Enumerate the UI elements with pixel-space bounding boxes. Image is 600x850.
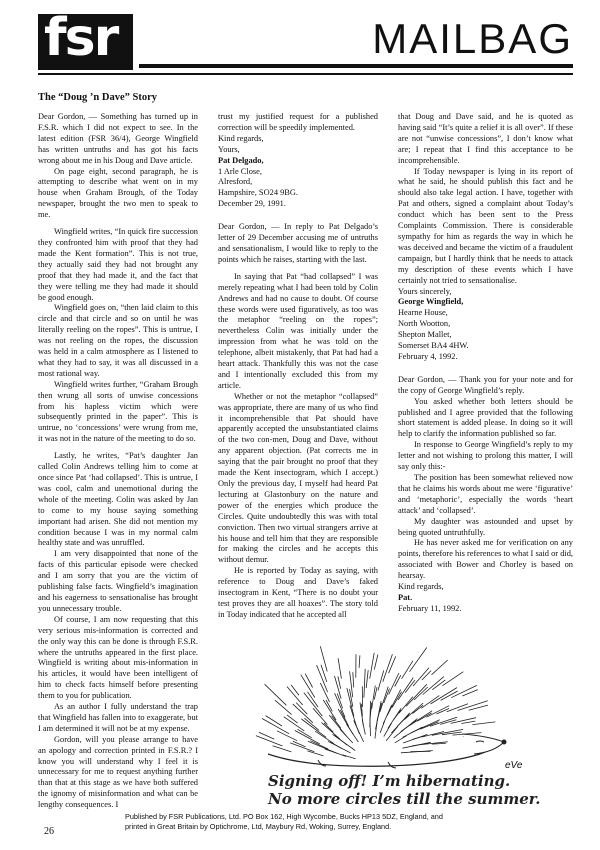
spine	[338, 658, 341, 679]
hedgehog-cartoon	[248, 642, 508, 770]
spine	[287, 715, 298, 723]
spine	[304, 693, 323, 717]
spine	[398, 715, 410, 726]
paragraph: Wingfield writes further, “Graham Brough then wrung all sorts of unwise concessions from his hapless victim which were subsequently printed in the paper”. This is untrue, no ‘concessions’ were wrung from me, it was not in the nature of the meeting to do so.	[38, 379, 198, 444]
page-number: 26	[44, 826, 54, 837]
spine	[338, 676, 341, 688]
spine	[324, 723, 333, 732]
address-line: Shepton Mallet,	[398, 330, 452, 340]
spine	[359, 655, 360, 668]
spine	[462, 690, 478, 696]
paragraph: He is reported by Today as saying, with reference to Doug and Dave’s faked insectogram in Kent, “There is no doubt your test proves they are all hoaxes”. The story told in Today indicated that he accepted all	[218, 566, 378, 619]
fsr-logo	[38, 8, 133, 70]
signature-name: George Wingfield,	[398, 297, 464, 307]
footer-line-1: Published by FSR Publications, Ltd. PO Box 162, High Wycombe, Bucks HP13 5DZ, England, and	[125, 812, 443, 821]
paragraph: The position has been somewhat relieved now that he claims his words about me were ‘figurative’ and ‘metaphoric’, especially the words ‘heart attack’ and ‘collapsed’.	[398, 473, 573, 515]
caption-line-2: No more circles till the summer.	[268, 790, 541, 808]
column-3	[398, 112, 573, 615]
masthead-underline	[38, 73, 573, 75]
closing: Yours sincerely,	[398, 286, 452, 296]
spine	[420, 722, 438, 729]
masthead-rule	[139, 64, 573, 68]
column-1	[38, 112, 198, 811]
spine	[342, 755, 355, 759]
closing: Kind regards,	[398, 582, 444, 592]
address-line: Hampshire, SO24 9BG.	[218, 188, 299, 198]
paragraph: On page eight, second paragraph, he is attempting to describe what went on in my house when Graham Brough, of the Today newspaper, brought the two men to speak to me.	[38, 166, 198, 220]
spine	[323, 700, 336, 720]
masthead	[38, 8, 573, 74]
spine	[393, 710, 401, 721]
paragraph: that Doug and Dave said, and he is quoted as having said “It’s quite a relief it is all over”. If these are not “unwise concessions”, I don’t know what are; I repeat that I find this acceptance to be incomprehensible.	[398, 112, 573, 165]
spine	[395, 736, 407, 743]
paragraph: Lastly, he writes, “Pat’s daughter Jan called Colin Andrews telling him to come at once since Pat ‘had collapsed’. This is untrue, I was cool, calm and unemotional during the whole of the meeting. Colin was asked by Jan to come to my house saying something important had arisen. She did not mention my condition because I was in my normal calm healthy state and was unruffled.	[38, 451, 198, 548]
paragraph: Dear Gordon, — Something has turned up in F.S.R. which I did not expect to see. In the latest edition (FSR 36/4), George Wingfield has written untruths and has got his facts wrong about me in his Doug and Dave article.	[38, 112, 198, 165]
letter-date: February 11, 1992.	[398, 603, 462, 613]
spine	[353, 672, 354, 687]
address-line: North Wootton,	[398, 319, 451, 329]
spine	[265, 684, 287, 705]
spine	[410, 648, 427, 672]
spine	[374, 655, 378, 670]
address-line: 1 Arle Close,	[218, 166, 262, 176]
paragraph: Gordon, will you please arrange to have an apology and correction printed in F.S.R.? I know you will understand why I feel it is unnecessary for me to request anything further than that at this stage as we have both suffered the ignomy of misinformation and what can be lengthy consequences. I	[38, 734, 198, 810]
spine	[332, 716, 341, 729]
spine	[315, 731, 334, 743]
spine	[295, 731, 320, 744]
paragraph: If Today newspaper is lying in its report of what he said, he should publish this fact and he should also take legal action. I have, together with Pat and others, signed a complaint about Today’s conduct which has been sent to the Press Complaints Commission. There is considerable sympathy for him as regards the way in which he was deceived and became the victim of a fraudulent campaign, but I hardly think that he needs to attack my description of these events which I have certainly not tried to sensationalise.	[398, 166, 573, 285]
spine	[427, 706, 450, 718]
spine	[266, 716, 282, 726]
spine	[364, 669, 365, 698]
paragraph: In response to George Wingfield’s reply to my letter and not wishing to prolong this matter, I will say only this:-	[398, 440, 573, 472]
spine	[310, 741, 328, 749]
caption-line-1: Signing off! I’m hibernating.	[268, 772, 511, 790]
spine	[273, 746, 292, 752]
paragraph: Dear Gordon, — Thank you for your note and for the copy of George Wingfield’s reply.	[398, 374, 573, 395]
spine	[320, 646, 327, 671]
paragraph: I am very disappointed that none of the facts of this particular episode were checked and I am sorry that you are the victim of publishing false facts. Wingfield’s imagination and his eagerness to sensationalise has brought you unnecessary trouble.	[38, 549, 198, 613]
spine	[290, 743, 314, 752]
spine	[350, 705, 356, 725]
letter-date: December 29, 1991.	[218, 199, 286, 209]
spine	[338, 709, 353, 734]
spine	[291, 685, 299, 695]
paragraph: Dear Gordon, — In reply to Pat Delgado’s letter of 29 December accusing me of untruths and sensationalism, I would like to reply to the points which he raises, starting with the last.	[218, 222, 378, 264]
spine	[377, 703, 382, 721]
cartoon-caption	[268, 772, 578, 808]
column-2	[218, 112, 378, 621]
spine	[335, 693, 346, 717]
signature-name: Pat.	[398, 592, 413, 602]
spine	[262, 719, 289, 734]
address-line: Hearne House,	[398, 308, 448, 318]
spine	[447, 704, 468, 712]
paragraph: Whether or not the metaphor “collapsed” was appropriate, there are many of us who find it incomprehensible that Pat should have apparently accepted the unsubstantiated claims of the two con-men, Doug and Dave, without any apparent objection. (Pat corrects me in saying that the pair brought no proof that they made the Kent insectogram, which I accept.) Only the previous day, I myself had heard Pat lecturing at Glastonbury on the nature and power of the energies which produce the Circles. Quite undoubtedly this was with total conviction. Then two virtual strangers arrive at his house and tell him that they are responsible for making the circles and he accepts this without demur.	[218, 391, 378, 565]
spine	[389, 656, 396, 673]
spine	[401, 720, 417, 731]
spine	[370, 653, 375, 679]
spine	[417, 713, 431, 721]
spine	[307, 751, 323, 756]
footer-line-2: printed in Great Britain by Optichrome, Ltd, Maybury Rd, Woking, Surrey, England.	[125, 821, 392, 831]
spine	[422, 671, 431, 680]
spine	[380, 687, 388, 712]
paragraph: Of course, I am now requesting that this very serious mis-information is corrected and the only way this can be done is through F.S.R. where the untruths appeared in the first place. Wingfield is writing about mis-information in his articles, it would have been intelligent of him to check facts himself before presenting them to you for publication.	[38, 614, 198, 701]
spine	[412, 736, 425, 740]
spine	[421, 696, 439, 709]
spine	[313, 708, 327, 724]
spine	[398, 678, 413, 700]
paragraph: As an author I fully understand the trap that Wingfield has fallen into to exaggerate, but I am determined it will not be at my expense.	[38, 702, 198, 733]
spine	[335, 735, 348, 745]
hedgehog-nose	[502, 740, 507, 745]
closing: Kind regards,	[218, 133, 264, 143]
paragraph: He has never asked me for verification on any points, therefore his references to what I said or did, associated with Bower and Chorley is based on hearsay.	[398, 538, 573, 581]
spine	[414, 687, 428, 700]
paragraph: Wingfield writes, “In quick fire succession they confronted him with proof that they had made the Kent formation”. This is not true, they actually said they had not brought any proof that they had made it, and the fact that they were telling me they had made it should be good enough.	[38, 227, 198, 302]
spine	[432, 660, 448, 675]
spine	[304, 718, 319, 730]
story-title: The “Doug ’n Dave” Story	[38, 92, 158, 103]
spine	[430, 717, 457, 726]
spine	[431, 688, 457, 704]
address-line: Alresford,	[218, 177, 253, 187]
paragraph: My daughter was astounded and upset by being quoted untruthfully.	[398, 516, 573, 537]
spine	[301, 719, 326, 737]
paragraph: In saying that Pat “had collapsed” I was merely repeating what I had been told by Colin Andrews and had no cause to doubt. Of course these words were used figuratively, as too was the metaphor “reeling on the ropes”; nevertheless Colin was initially under the impression from what he was told on the telephone, albeit mistakenly, that Pat had had a heart attack. Thankfully this was not the case and I intentionally excluded this from my article.	[218, 271, 378, 390]
paragraph: Wingfield goes on, “then laid claim to this circle and that circle and so on until he was literally reeling on the ropes”. This is untrue, I was not reeling on the ropes, the discussion was held in a calm atmosphere as I listened to what they had to say, it was all discussed in a most rational way.	[38, 303, 198, 378]
closing: Yours,	[218, 144, 240, 154]
hedgehog-feet	[318, 760, 396, 768]
spine	[422, 732, 444, 738]
paragraph: You asked whether both letters should be published and I agree provided that the following short statement is added please. In doing so it will help to clarify the information published so far.	[398, 396, 573, 439]
spine	[473, 722, 496, 725]
publisher-footer	[125, 812, 485, 831]
hedgehog-spines	[256, 646, 495, 759]
spine	[462, 721, 476, 723]
paragraph: trust my justified request for a published correction will be speedily implemented.	[218, 112, 378, 132]
spine	[330, 742, 342, 749]
spine	[305, 674, 312, 688]
spine	[413, 705, 424, 713]
address-line: Somerset BA4 4HW.	[398, 341, 469, 351]
spine	[413, 668, 429, 686]
fsr-logo-text: fsr	[44, 8, 118, 68]
letter-date: February 4, 1992.	[398, 351, 458, 361]
signature-name: Pat Delgado,	[218, 155, 264, 165]
hedgehog-snout	[462, 734, 504, 754]
spine	[284, 717, 305, 731]
spine	[366, 670, 368, 688]
artist-signature: eVe	[505, 760, 523, 771]
spine	[443, 672, 464, 686]
page-title: MAILBAG	[372, 15, 573, 62]
spine	[340, 710, 348, 726]
spine	[389, 673, 399, 695]
spine	[392, 692, 402, 708]
spine	[399, 697, 413, 714]
